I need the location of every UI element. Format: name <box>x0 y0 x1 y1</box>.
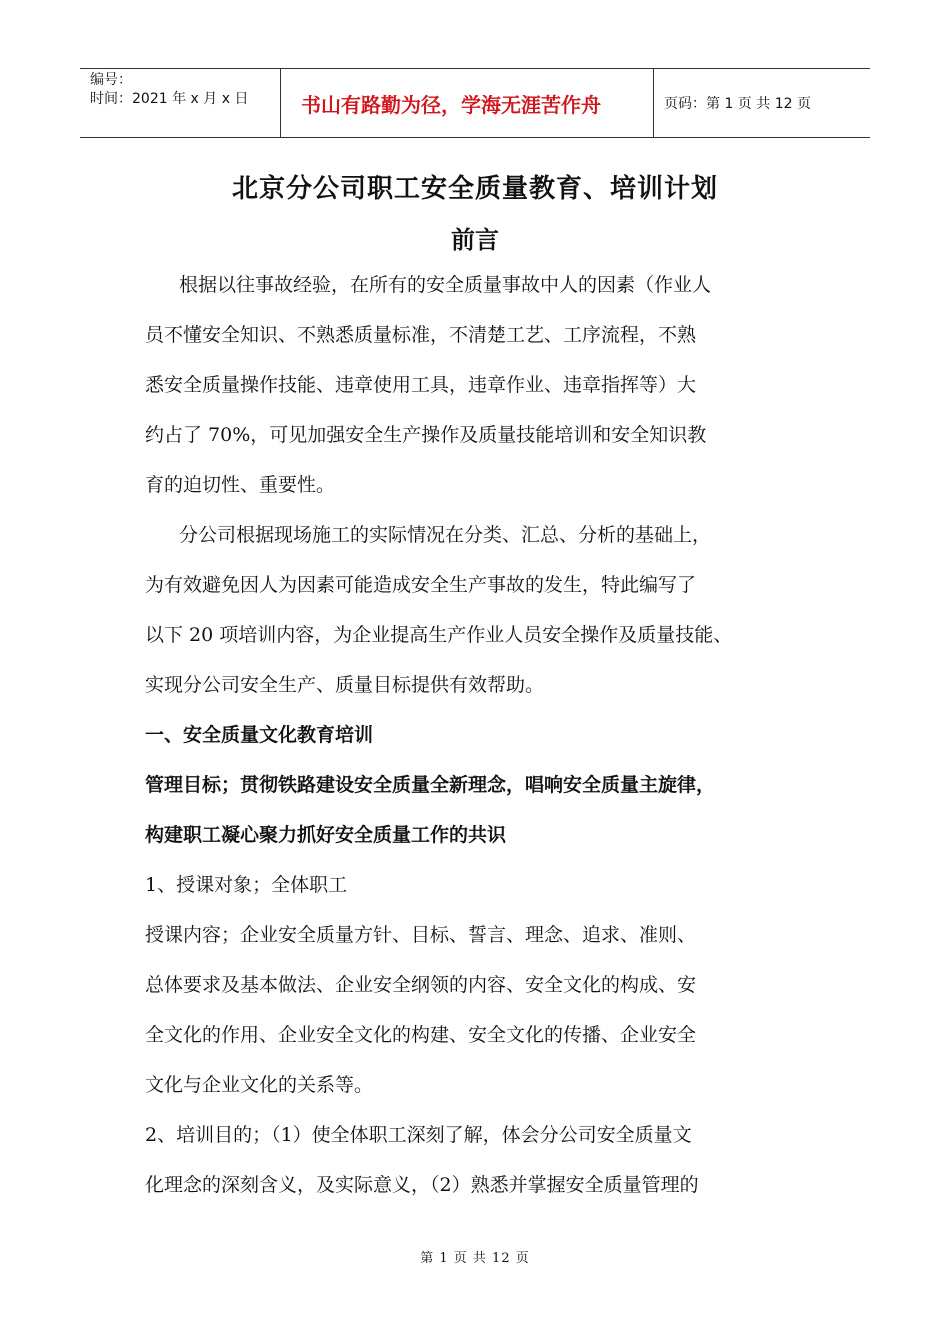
header-table <box>80 68 870 138</box>
body-line: 为有效避免因人为因素可能造成安全生产事故的发生，特此编写了 <box>145 574 697 596</box>
document-body <box>145 265 817 1215</box>
body-line: 悉安全质量操作技能、违章使用工具，违章作业、违章指挥等）大 <box>145 374 697 396</box>
body-line: 以下 20 项培训内容，为企业提高生产作业人员安全操作及质量技能、 <box>145 624 733 646</box>
document-time-label: 时间：2021 年 x 月 x 日 <box>90 91 249 107</box>
body-line: 文化与企业文化的关系等。 <box>145 1074 374 1096</box>
document-title: 北京分公司职工安全质量教育、培训计划 <box>231 174 718 204</box>
body-line: 1、授课对象；全体职工 <box>145 874 348 896</box>
body-line: 实现分公司安全生产、质量目标提供有效帮助。 <box>145 674 545 696</box>
management-goal-line: 构建职工凝心聚力抓好安全质量工作的共识 <box>145 824 507 846</box>
body-line: 总体要求及基本做法、企业安全纲领的内容、安全文化的构成、安 <box>145 974 697 996</box>
header-page-info: 页码：第 1 页 共 12 页 <box>664 96 811 112</box>
body-line: 员不懂安全知识、不熟悉质量标准，不清楚工艺、工序流程，不熟 <box>145 324 697 346</box>
body-line: 约占了 70%，可见加强安全生产操作及质量技能培训和安全知识教 <box>145 424 707 446</box>
body-line: 育的迫切性、重要性。 <box>145 474 336 496</box>
body-line: 分公司根据现场施工的实际情况在分类、汇总、分析的基础上， <box>179 524 712 546</box>
header-motto: 书山有路勤为径，学海无涯苦作舟 <box>281 69 654 137</box>
body-line: 化理念的深刻含义，及实际意义，（2）熟悉并掌握安全质量管理的 <box>145 1174 699 1196</box>
body-line: 授课内容；企业安全质量方针、目标、誓言、理念、追求、准则、 <box>145 924 697 946</box>
document-number-label: 编号： <box>90 72 132 88</box>
section-heading: 一、安全质量文化教育培训 <box>145 724 374 746</box>
document-subtitle: 前言 <box>451 225 499 254</box>
body-line: 全文化的作用、企业安全文化的构建、安全文化的传播、企业安全 <box>145 1024 697 1046</box>
body-line: 2、培训目的；（1）使全体职工深刻了解，体会分公司安全质量文 <box>145 1124 692 1146</box>
management-goal-line: 管理目标；贯彻铁路建设安全质量全新理念，唱响安全质量主旋律， <box>145 774 716 796</box>
page-footer: 第 1 页 共 12 页 <box>420 1251 530 1266</box>
header-meta-cell <box>80 69 281 137</box>
body-line: 根据以往事故经验，在所有的安全质量事故中人的因素（作业人 <box>179 274 712 296</box>
